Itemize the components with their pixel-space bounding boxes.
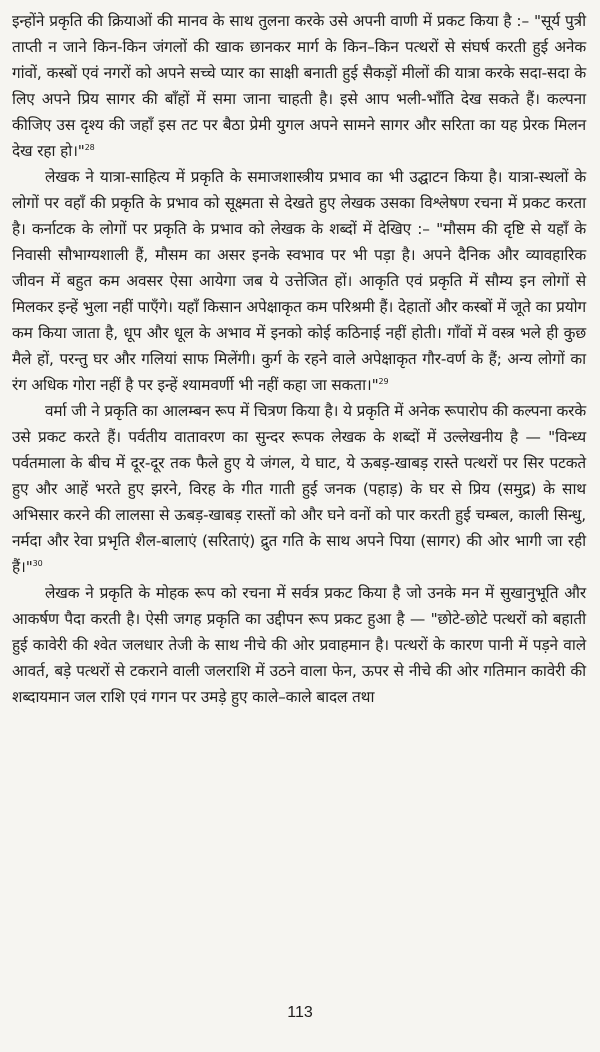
footnote-ref-29: 29 <box>378 377 389 386</box>
paragraph-2 <box>12 164 586 398</box>
paragraph-4 <box>12 580 586 710</box>
paragraph-3-text: वर्मा जी ने प्रकृति का आलम्बन रूप में चित्रण किया है। ये प्रकृति में अनेक रूपारोप की कल्पना करके उसे प्रकट करते हैं। पर्वतीय वातावरण का सुन्दर रूपक लेखक के शब्दों में उल्लेखनीय है — "विन्ध्य पर्वतमाला के बीच में दूर-दूर तक फैले हुए ये जंगल, ये घाट, ये ऊबड़-खाबड़ रास्ते पत्थरों पर सिर पटकते हुए और आहें भरते हुए झरने, विरह के गीत गाती हुई जनक (पहाड़) के घर से प्रिय (समुद्र) के साथ अभिसार करने की लालसा से ऊबड़-खाबड़ रास्तों को और घने वनों को पार करती हुई चम्बल, काली सिन्धु, नर्मदा और रेवा प्रभृति शैल-बालाएं (सरिताएं) द्रुत गति के साथ अपने पिया (सागर) की ओर भागी जा रही हैं।" <box>12 402 586 576</box>
paragraph-4-text: लेखक ने प्रकृति के मोहक रूप को रचना में सर्वत्र प्रकट किया है जो उनके मन में सुखानुभूति और आकर्षण पैदा करती है। ऐसी जगह प्रकृति का उद्दीपन रूप प्रकट हुआ है — "छोटे-छोटे पत्थरों को बहाती हुई कावेरी की श्वेत जलधार तेजी के साथ नीचे की ओर प्रवाहमान है। पत्थरों के कारण पानी में पड़ने वाले आवर्त, बड़े पत्थरों से टकराने वाली जलराशि में उठने वाला फेन, ऊपर से नीचे की ओर गतिमान कावेरी की शब्दायमान जल राशि एवं गगन पर उमड़े हुए काले–काले बादल तथा <box>12 584 586 706</box>
paragraph-3 <box>12 398 586 580</box>
paragraph-2-text: लेखक ने यात्रा-साहित्य में प्रकृति के समाजशास्त्रीय प्रभाव का भी उद्घाटन किया है। यात्रा-स्थलों के लोगों पर वहाँ की प्रकृति के प्रभाव को सूक्ष्मता से देखते हुए लेखक उसका विश्लेषण रचना में प्रकट करता है। कर्नाटक के लोगों पर प्रकृति के प्रभाव को लेखक के शब्दों में देखिए :– "मौसम की दृष्टि से यहाँ के निवासी सौभाग्यशाली हैं, मौसम का असर इनके स्वभाव पर भी पड़ा है। अपने दैनिक और व्यावहारिक जीवन में बहुत कम अवसर ऐसा आयेगा जब ये उत्तेजित हों। आकृति एवं प्रकृति में सौम्य इन लोगों से मिलकर इन्हें भुला नहीं पाएँगे। यहाँ किसान अपेक्षाकृत कम परिश्रमी हैं। देहातों और कस्बों में जूते का प्रयोग कम किया जाता है, धूप और धूल के अभाव में इनको कोई कठिनाई नहीं होती। गाँवों में वस्त्र भले ही कुछ मैले हों, परन्तु घर और गलियां साफ मिलेंगी। कुर्ग के रहने वाले अपेक्षाकृत गौर-वर्ण के हैं; अन्य लोगों का रंग अधिक गोरा नहीं है पर इन्हें श्यामवर्णी भी नहीं कहा जा सकता।" <box>12 168 586 394</box>
paragraph-1 <box>12 8 586 164</box>
footnote-ref-30: 30 <box>32 559 43 568</box>
page-number: 113 <box>287 1004 313 1021</box>
footnote-ref-28: 28 <box>84 143 95 152</box>
paragraph-1-text: इन्होंने प्रकृति की क्रियाओं की मानव के साथ तुलना करके उसे अपनी वाणी में प्रकट किया है :– "सूर्य पुत्री ताप्ती न जाने किन-किन जंगलों की खाक छानकर मार्ग के किन–किन पत्थरों से संघर्ष करती हुई अनेक गांवों, कस्बों एवं नगरों को अपने सच्चे प्यार का साक्षी बनाती हुई सैकड़ों मीलों की यात्रा करके सदा-सदा के लिए अपने प्रिय सागर की बाँहों में समा जाना चाहती है। इसे आप भली-भाँति देख सकते हैं। कल्पना कीजिए उस दृश्य की जहाँ इस तट पर बैठा प्रेमी युगल अपने सामने सागर और सरिता का यह प्रेरक मिलन देख रहा हो।" <box>12 12 586 160</box>
